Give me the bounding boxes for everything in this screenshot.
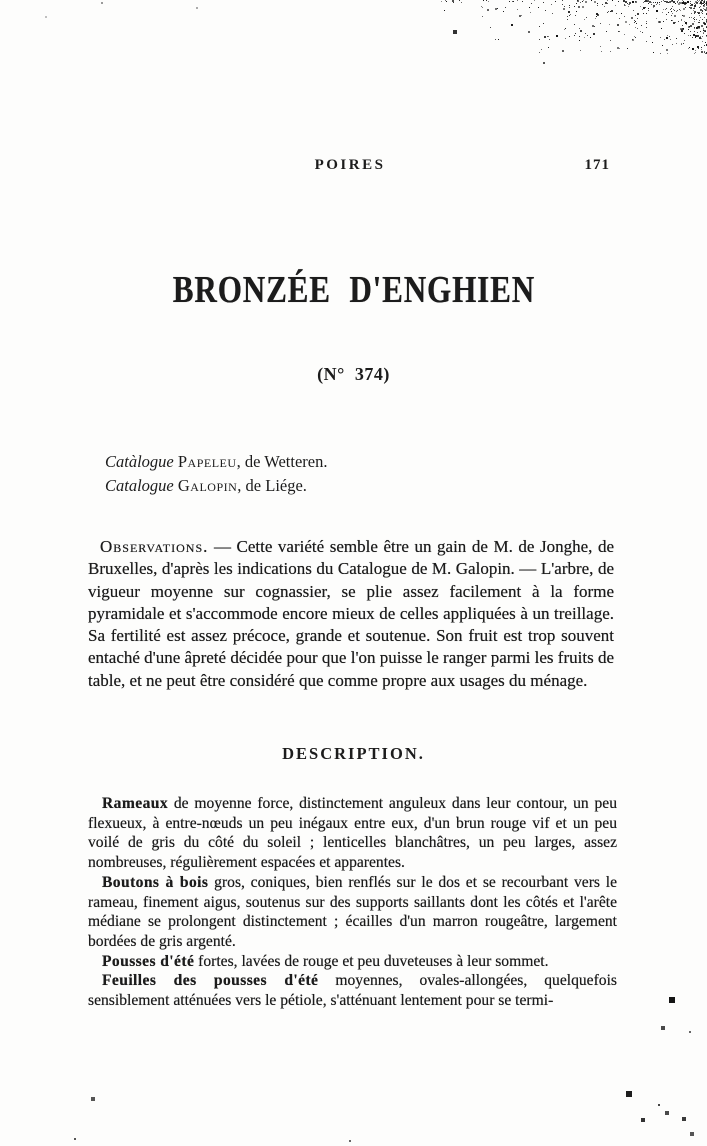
term-label: Pousses d'été <box>102 952 195 970</box>
term-text: moyennes, ovales-allongées, quelquefois sensiblement atténuées vers le pétiole, s'atténuant lentement pour se termi- <box>88 972 617 1010</box>
term-label: Rameaux <box>102 795 169 812</box>
term-label: Feuilles des pousses d'été <box>102 972 319 990</box>
catalogue-word: Catàlogue <box>105 452 174 471</box>
observations-paragraph <box>88 536 614 692</box>
term-text: de moyenne force, distinctement anguleux dans leur contour, un peu flexueux, à entre-nœuds un peu inégaux entre eux, d'un brun rouge vif et un peu voilé de gris du côté du soleil ; lenticelles blanchâtres, un peu larges, assez nombreuses, régulièrement espacées et apparentes. <box>88 795 617 872</box>
description-paragraph-pousses <box>88 952 617 972</box>
description-heading: DESCRIPTION. <box>282 744 425 763</box>
term-text: gros, coniques, bien renflés sur le dos et se recourbant vers le rameau, finement aigus, soutenus sur des supports saillants dont les côtés et l'arête médiane se prolongent distinctement ; écailles d'un marron rougeâtre, largement bordées de gris argenté. <box>88 873 617 950</box>
running-header <box>88 157 612 177</box>
catalogue-location: , de Wetteren. <box>236 452 328 471</box>
observations-text: — Cette variété semble être un gain de M. de Jonghe, de Bruxelles, d'après les indications du Catalogue de M. Galopin. — L'arbre, de vigueur moyenne sur cognassier, se plie assez facilement à la forme pyramidale et s'accommode encore mieux de celles appliquées à un treillage. Sa fertilité est assez précoce, grande et soutenue. Son fruit est trop souvent entaché d'une âpreté décidée pour que l'on puisse le ranger parmi les fruits de table, et ne peut être considéré que comme propre aux usages du ménage. <box>88 537 614 690</box>
variety-number: (N° 374) <box>317 364 390 384</box>
variety-title-text: BRONZÉE D'ENGHIEN <box>172 269 535 311</box>
description-section <box>88 794 617 1011</box>
observations-label: Observations. <box>100 537 209 556</box>
scan-noise-corner <box>405 0 707 54</box>
catalogue-entry <box>105 474 327 498</box>
catalogue-name: Galopin <box>177 475 238 495</box>
description-paragraph-boutons <box>88 873 617 952</box>
term-text: fortes, lavées de rouge et peu duveteuses à leur sommet. <box>198 952 549 970</box>
catalogue-word: Catalogue <box>105 475 174 495</box>
ink-specks <box>0 0 2 2</box>
page-number: 171 <box>584 157 610 173</box>
catalogue-name: Papeleu <box>177 452 237 471</box>
catalogue-entry <box>105 450 327 474</box>
running-header-section: POIRES <box>314 157 386 173</box>
variety-title <box>0 268 707 312</box>
description-paragraph-feuilles <box>88 971 617 1010</box>
term-label: Boutons à bois <box>102 873 209 891</box>
catalogue-location: , de Liége. <box>237 475 307 495</box>
catalogue-references <box>105 450 327 497</box>
description-paragraph-rameaux <box>88 794 617 873</box>
